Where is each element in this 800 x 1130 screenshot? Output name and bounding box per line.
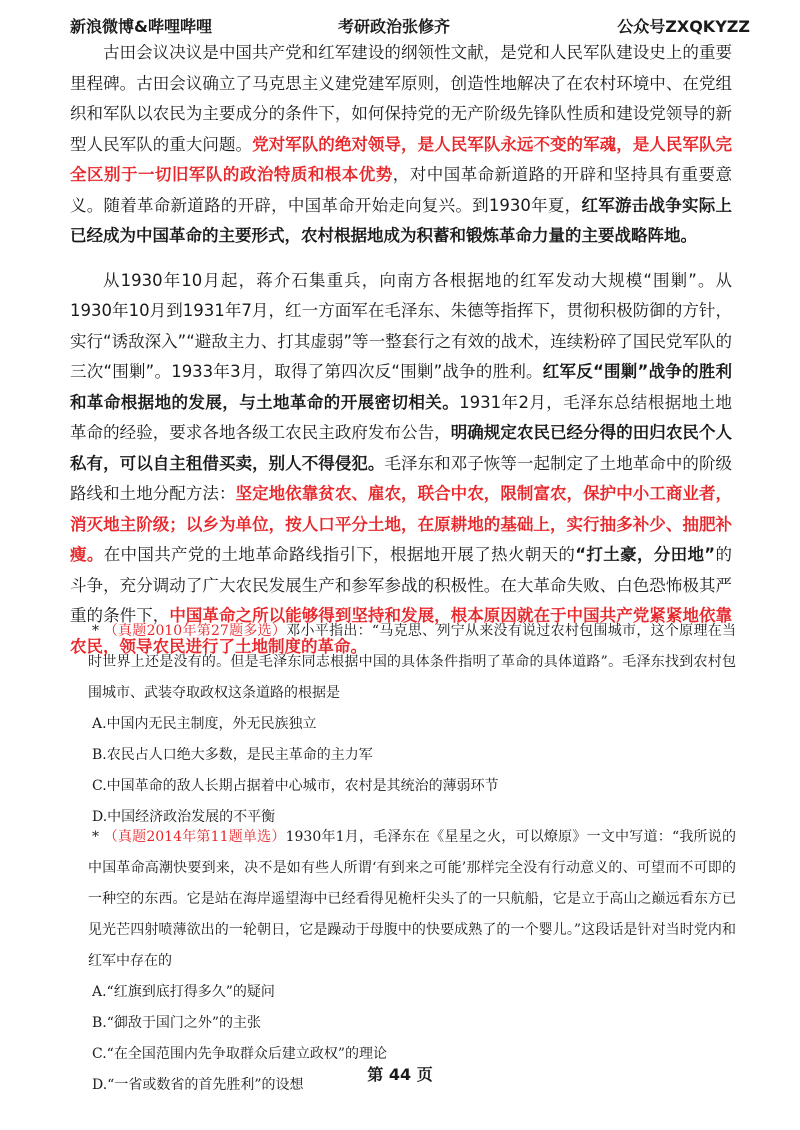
star-mark: *: [92, 829, 99, 845]
text-run: 1931年2月，毛泽东总结根据地土地革命的经验，要求各地各级工农民主政府发布公告，: [70, 392, 732, 442]
question-2010-27: [88, 616, 736, 833]
paragraph-gutian-conference: [70, 38, 732, 252]
question-stem: [88, 822, 736, 977]
option-c: C.“在全国范围内先争取群众后建立政权”的理论: [92, 1046, 387, 1062]
option-b: B.“御敌于国门之外”的主张: [92, 1015, 262, 1031]
paragraph-anti-encirclement-land-revolution: [70, 266, 732, 663]
bold-emphasis: “打土豪，分田地”: [575, 545, 716, 564]
header-left-weibo-bilibili: 新浪微博&哔哩哔哩: [70, 17, 212, 36]
option-a: A.中国内无民主制度，外无民族独立: [92, 716, 317, 732]
text-run: 在中国共产党的土地革命路线指引下，根据地开展了热火朝天的: [103, 545, 576, 564]
text-run: 毛泽东和邓子恢等一起制定了土地革命中的阶级路线和土地分配方法：: [70, 453, 733, 503]
red-emphasis: 党对军队的绝对领导，是人民军队永远不变的军魂，是人民军队完全区别于一切旧军队的政治特质和根本优势: [70, 134, 733, 184]
question-2014-11: [88, 822, 736, 1101]
option-a: A.“红旗到底打得多久”的疑问: [92, 984, 275, 1000]
question-source-tag: （真题2014年第11题单选）: [103, 829, 286, 845]
question-text: 邓小平指出：“马克思、列宁从来没有说过农村包围城市，这个原理在当时世界上还是没有的。但是毛泽东同志根据中国的具体条件指明了革命的具体道路”。毛泽东找到农村包围城市、武装夺取政权这条道路的根据是: [88, 623, 736, 701]
header-center-author: 考研政治张修齐: [338, 17, 451, 36]
bold-emphasis: 红军反“围剿”战争的胜利和革命根据地的发展，与土地革命的开展密切相关。: [70, 362, 732, 412]
bold-emphasis: 明确规定农民已经分得的田归农民个人私有，可以自主租借买卖，别人不得侵犯。: [70, 423, 733, 473]
star-mark: *: [92, 623, 99, 639]
question-stem: [88, 616, 736, 709]
text-run: 从1930年10月起，蒋介石集重兵，向南方各根据地的红军发动大规模“围剿”。从1930年10月到1931年7月，红一方面军在毛泽东、朱德等指挥下，贯彻积极防御的方针，实行“诱敌深入”“避敌主力、打其虚弱”等一整套行之有效的战术，连续粉碎了国民党军队的三次“围剿”。1933年3月，取得了第四次反“围剿”战争的胜利。: [70, 270, 732, 381]
red-emphasis: 坚定地依靠贫农、雇农，联合中农，限制富农，保护中小工商业者，消灭地主阶级；以乡为单位，按人口平分土地，在原耕地的基础上，实行抽多补少、抽肥补瘦。: [70, 484, 733, 564]
question-source-tag: （真题2010年第27题多选）: [103, 623, 287, 639]
question-text: 1930年1月，毛泽东在《星星之火，可以燎原》一文中写道：“我所说的中国革命高潮快要到来，决不是如有些人所谓‘有到来之可能’那样完全没有行动意义的、可望而不可即的一种空的东西。它是站在海岸遥望海中已经看得见桅杆尖头了的一只航船，它是立于高山之巅远看东方已见光芒四射喷薄欲出的一轮朝日，它是躁动于母腹中的快要成熟了的一个婴儿。”这段话是针对当时党内和红军中存在的: [88, 829, 736, 969]
page-number: 第 44 页: [367, 1065, 433, 1084]
page-header: [70, 14, 750, 40]
text-run: 古田会议决议是中国共产党和红军建设的纲领性文献，是党和人民军队建设史上的重要里程碑。古田会议确立了马克思主义建党建军原则，创造性地解决了在农村环境中、在党组织和军队以农民为主要成分的条件下，如何保持党的无产阶级先锋队性质和建设党领导的新型人民军队的重大问题。: [70, 43, 732, 154]
option-c: C.中国革命的敌人长期占据着中心城市，农村是其统治的薄弱环节: [92, 778, 499, 794]
header-right-wechat-account: 公众号ZXQKYZZ: [617, 17, 750, 36]
option-d: D.“一省或数省的首先胜利”的设想: [92, 1077, 304, 1093]
option-b: B.农民占人口绝大多数，是民主革命的主力军: [92, 747, 373, 763]
option-d: D.中国经济政治发展的不平衡: [92, 809, 276, 825]
bold-emphasis: 红军游击战争实际上已经成为中国革命的主要形式，农村根据地成为积蓄和锻炼革命力量的主要战略阵地。: [70, 195, 732, 245]
text-run: 的斗争，充分调动了广大农民发展生产和参军参战的积极性。在大革命失败、白色恐怖极其严重的条件下，: [70, 545, 732, 625]
main-text: [70, 38, 732, 662]
red-emphasis: 中国革命之所以能够得到坚持和发展，根本原因就在于中国共产党紧紧地依靠农民，领导农民进行了土地制度的革命。: [70, 606, 733, 656]
text-run: ，对中国革命新道路的开辟和坚持具有重要意义。随着革命新道路的开辟，中国革命开始走向复兴。到1930年夏，: [70, 165, 733, 215]
